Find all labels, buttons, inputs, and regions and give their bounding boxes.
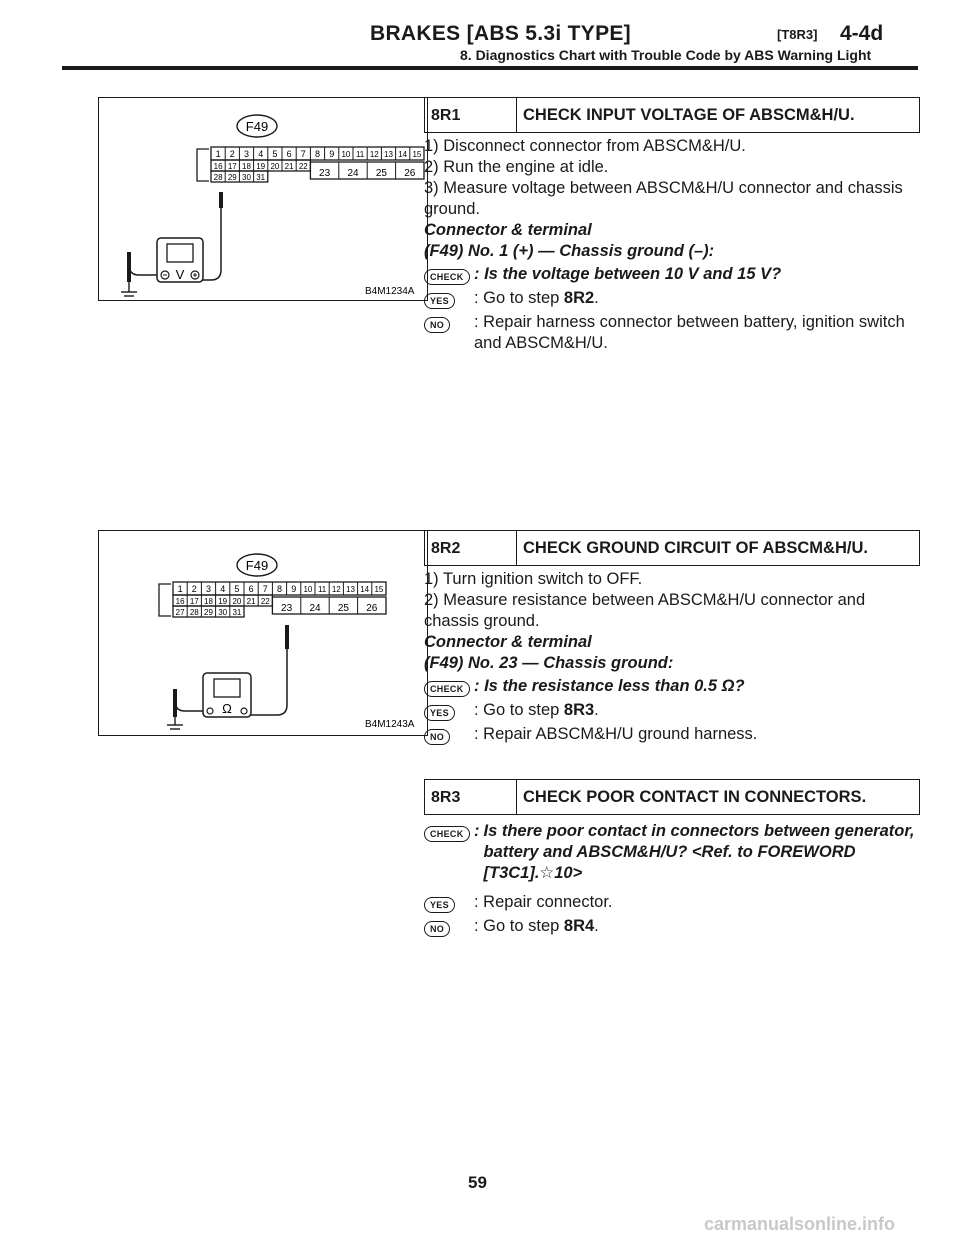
pin-label: 9 [291,584,297,594]
page-title: BRAKES [ABS 5.3i TYPE] [370,22,631,45]
meter-unit: V [175,267,185,282]
no-step-link[interactable]: 8R4 [563,917,595,935]
connector-label: F49 [245,119,269,134]
yes-step-link[interactable]: 8R2 [563,289,595,307]
page-header [0,0,960,70]
pin-label: 5 [234,584,240,594]
figure-voltage-check [98,97,428,301]
no-badge-icon: NO [424,317,450,333]
pin-label: 18 [204,597,213,606]
check-question: Is the resistance less than 0.5 Ω? [484,677,745,695]
check-question: Is there poor contact in connectors between generator, battery and ABSCM&H/U? <Ref. to FOREWORD [T3C1].☆10> [483,822,915,882]
pin-label: 19 [218,597,228,606]
yes-badge-icon: YES [424,705,455,721]
pin-label: 10 [303,585,313,594]
check-badge-icon: CHECK [424,269,470,285]
connector-spec: (F49) No. 23 — Chassis ground: [424,654,674,672]
pin-label: 20 [232,597,242,606]
pin-label: 13 [384,150,393,159]
page-number: 59 [468,1173,487,1192]
instruction-line: 1) Disconnect connector from ABSCM&H/U. [424,137,746,155]
step-number: 8R2 [425,531,517,565]
pin-label: 28 [189,608,199,617]
no-action: Repair ABSCM&H/U ground harness. [483,725,758,743]
pin-label: 30 [218,608,228,617]
meter-unit: Ω [222,701,232,716]
pin-label: 21 [246,597,256,606]
connector-label: Connector & terminal [424,221,592,239]
header-rule [62,66,918,70]
pin-label: 19 [256,162,266,171]
yes-row: YES : Go to step 8R3. [424,700,920,722]
step-header [424,530,920,566]
pin-label: 2 [229,149,235,159]
yes-badge-icon: YES [424,293,455,309]
yes-row: YES : Repair connector. [424,892,920,914]
pin-label: 30 [242,173,251,182]
no-badge-icon: NO [424,729,450,745]
yes-row: YES : Go to step 8R2. [424,288,920,310]
step-number: 8R3 [425,780,517,814]
pin-label: 9 [329,149,335,159]
step-title: CHECK INPUT VOLTAGE OF ABSCM&H/U. [523,105,855,124]
pin-label: 20 [270,162,280,171]
yes-action: Repair connector. [483,893,613,911]
yes-badge-icon: YES [424,897,455,913]
pin-label: 4 [258,149,264,159]
pin-label: 2 [191,584,197,594]
pin-label: 14 [360,585,370,594]
pin-label: 25 [375,168,387,179]
check-row: CHECK : Is the voltage between 10 V and 15 V? [424,264,920,286]
pin-label: 15 [374,585,384,594]
check-row: CHECK : Is there poor contact in connectors between generator, battery and ABSCM&H/U? <Ref. to FOREWORD [T3C1].☆10> [424,821,920,884]
no-action: Go to step [483,917,564,935]
step-header [424,779,920,815]
instruction-line: 2) Run the engine at idle. [424,158,609,176]
section-code: [T8R3] [777,27,818,42]
step-8r2 [424,530,920,746]
instruction-line: 2) Measure resistance between ABSCM&H/U connector and chassis ground. [424,591,866,630]
pin-label: 29 [227,173,237,182]
pin-label: 5 [272,149,278,159]
pin-label: 4 [220,584,226,594]
step-8r3 [424,779,920,938]
figure-ref: B4M1234A [365,286,415,297]
pin-label: 6 [248,584,254,594]
pin-label: 8 [276,584,283,594]
instruction-line: 1) Turn ignition switch to OFF. [424,570,643,588]
check-question: Is the voltage between 10 V and 15 V? [484,265,782,283]
pin-label: 31 [232,608,242,617]
check-badge-icon: CHECK [424,826,470,842]
step-title: CHECK POOR CONTACT IN CONNECTORS. [523,787,867,806]
pin-label: 21 [284,162,294,171]
pin-label: 29 [204,608,213,617]
step-title: CHECK GROUND CIRCUIT OF ABSCM&H/U. [523,538,868,557]
pin-label: 11 [317,585,327,594]
watermark: carmanualsonline.info [704,1214,896,1234]
connector-label: F49 [245,558,269,573]
pin-label: 14 [398,150,408,159]
connector-spec: (F49) No. 1 (+) — Chassis ground (–): [424,242,715,260]
pin-label: 10 [341,150,351,159]
figure-ground-check [98,530,428,736]
pin-label: 22 [260,597,270,606]
pin-label: 18 [242,162,251,171]
pin-label: 12 [331,585,341,594]
pin-label: 15 [412,150,422,159]
pin-label: 1 [177,584,183,594]
pin-label: 3 [243,149,250,159]
yes-action: Go to step [483,289,564,307]
yes-action: Go to step [483,701,564,719]
section-number: 4-4d [840,22,884,45]
voltage-diagram [99,98,427,300]
pin-label: 22 [298,162,308,171]
step-8r1 [424,97,920,354]
pin-label: 7 [262,584,268,594]
connector-f49 [159,582,386,617]
pin-label: 26 [404,168,416,179]
instruction-line: 3) Measure voltage between ABSCM&H/U connector and chassis ground. [424,179,903,218]
check-badge-icon: CHECK [424,681,470,697]
check-row: CHECK : Is the resistance less than 0.5 Ω? [424,676,920,698]
no-row: NO : Go to step 8R4. [424,916,920,938]
pin-label: 8 [314,149,321,159]
pin-label: 27 [175,608,185,617]
connector-f49 [197,147,424,182]
no-badge-icon: NO [424,921,450,937]
pin-label: 26 [366,603,378,614]
pin-label: 11 [355,150,365,159]
step-number: 8R1 [425,98,517,132]
pin-label: 31 [256,173,266,182]
pin-label: 23 [281,603,293,614]
pin-label: 13 [346,585,355,594]
pin-label: 16 [175,597,185,606]
connector-label: Connector & terminal [424,633,592,651]
pin-label: 16 [213,162,223,171]
figure-ref: B4M1243A [365,719,415,730]
page-subtitle: 8. Diagnostics Chart with Trouble Code by ABS Warning Light [460,47,872,63]
pin-label: 25 [337,603,349,614]
yes-step-link[interactable]: 8R3 [563,701,595,719]
pin-label: 17 [189,597,199,606]
pin-label: 23 [319,168,331,179]
pin-label: 17 [227,162,237,171]
no-action: Repair harness connector between battery, ignition switch and ABSCM&H/U. [474,313,905,352]
ground-diagram [99,531,427,735]
step-header [424,97,920,133]
pin-label: 3 [205,584,212,594]
pin-label: 7 [300,149,306,159]
pin-label: 12 [369,150,379,159]
no-row: NO : Repair ABSCM&H/U ground harness. [424,724,920,746]
pin-label: 1 [215,149,221,159]
pin-label: 28 [213,173,223,182]
pin-label: 24 [309,603,321,614]
no-row: NO : Repair harness connector between battery, ignition switch and ABSCM&H/U. [424,312,920,354]
pin-label: 24 [347,168,359,179]
pin-label: 6 [286,149,292,159]
